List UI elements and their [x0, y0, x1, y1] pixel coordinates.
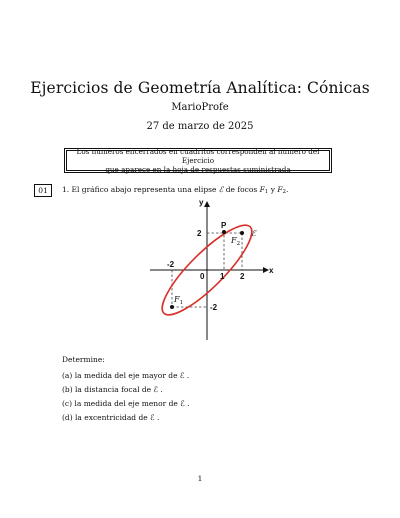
y-axis-label: y — [199, 198, 204, 207]
ellipse-figure — [150, 190, 280, 345]
focus-two-subscript: 2 — [282, 189, 287, 195]
item-a: (a) la medida del eje mayor de ℰ . — [62, 371, 190, 380]
ellipse-label-fig: ℰ — [251, 229, 256, 238]
focus-two-marker — [240, 231, 244, 235]
note-box — [64, 148, 332, 173]
note-box-inner — [66, 147, 330, 174]
focus-one-label-fig: $F_1$ — [174, 295, 184, 306]
ellipse-symbol: ℰ — [218, 185, 224, 194]
focus-one-marker — [170, 305, 174, 309]
focus-one-label: F — [259, 185, 265, 194]
note-line-1: Los números encerrados en cuadritos corresponden al número del Ejercicio — [76, 147, 320, 165]
tick-label-x-neg2: -2 — [167, 260, 175, 269]
tick-label-y-2: 2 — [197, 229, 202, 238]
focus-two-label-fig: $F_2$ — [231, 236, 241, 247]
statement-end: . — [286, 185, 289, 194]
statement-middle: de focos — [223, 185, 260, 194]
item-list — [62, 369, 190, 425]
tick-label-y-neg2: -2 — [210, 303, 218, 312]
point-p-label: P — [221, 221, 227, 230]
item-b: (b) la distancia focal de ℰ . — [62, 385, 163, 394]
statement-prefix: 1. El gráfico abajo representa una elipse — [62, 185, 219, 194]
point-p-marker — [222, 230, 226, 234]
tick-label-x-1: 1 — [220, 272, 225, 281]
author: MarioProfe — [171, 102, 229, 113]
note-line-2: que aparece en la hoja de respuestas suministrada — [105, 165, 291, 174]
item-d: (d) la excentricidad de ℰ . — [62, 413, 160, 422]
exercise-number-box: 01 — [34, 184, 52, 197]
page-number: 1 — [197, 474, 203, 483]
item-c: (c) la medida del eje menor de ℰ . — [62, 399, 190, 408]
date: 27 de marzo de 2025 — [146, 121, 254, 132]
conjunction: y — [268, 185, 278, 194]
focus-two-label: F — [277, 185, 283, 194]
document-title: Ejercicios de Geometría Analítica: Cónicas — [30, 79, 370, 97]
focus-one-subscript: 1 — [264, 189, 269, 195]
determine-label: Determine: — [62, 355, 105, 364]
tick-label-origin: 0 — [200, 272, 205, 281]
x-axis-label: x — [269, 266, 274, 275]
tick-label-x-2: 2 — [240, 272, 245, 281]
